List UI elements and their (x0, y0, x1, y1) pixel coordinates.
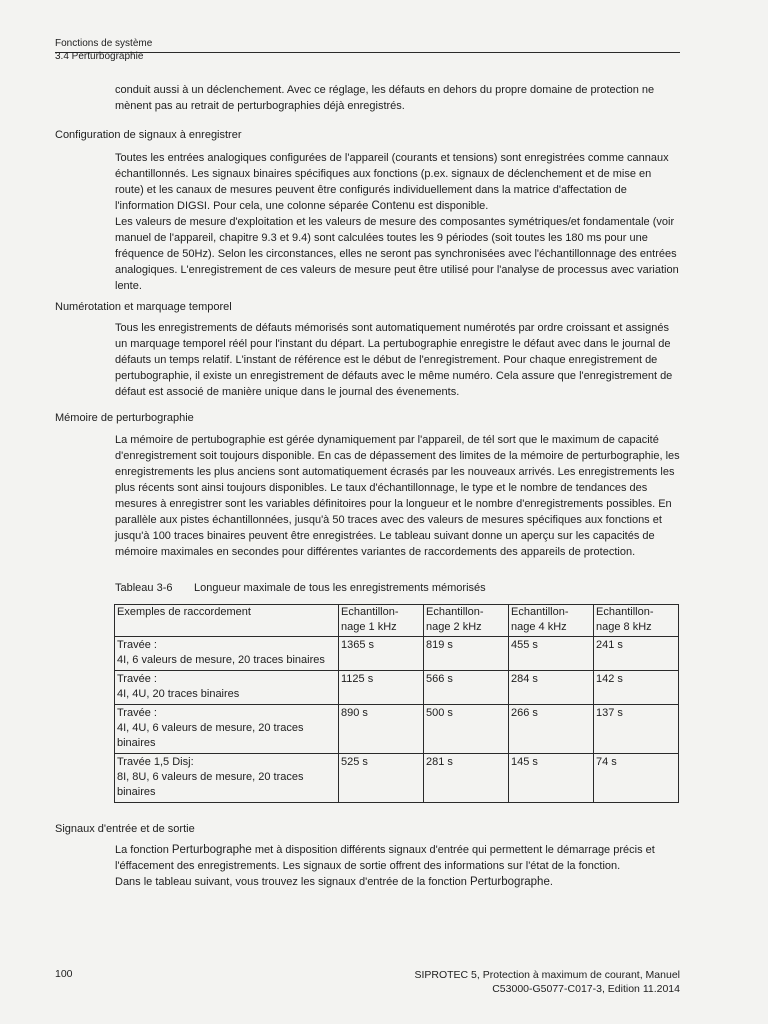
numbering-paragraph-1: Tous les enregistrements de défauts mémorisés sont automatiquement numérotés par ordre croissant et assignés un marquage temporel réél pour l'instant du départ. La pertubographie enregistre le défaut avec dans le journal de défauts un temps relatif. L'instant de référence est le début de l'enregistrement. Pour chaque enregistrement de pertubographie, il existe un enregistrement de défauts avec le même numéro. Cela assure que l'enregistrement de défaut est associé de manière unique dans le journal des évenements. (115, 322, 673, 398)
value-cell: 142 s (594, 671, 679, 705)
header-rule (55, 52, 680, 53)
term-contenu: Contenu (371, 200, 415, 212)
bay-name: Travée : (117, 639, 157, 651)
value-cell: 1125 s (339, 671, 424, 705)
value-cell: 266 s (509, 705, 594, 754)
bay-detail: 4I, 4U, 20 traces binaires (117, 688, 240, 700)
signals-paragraph-2 (115, 874, 681, 890)
header-sampling-1khz: Echantillon-nage 1 kHz (339, 605, 424, 637)
bay-name: Travée : (117, 673, 157, 685)
heading-config: Configuration de signaux à enregistrer (55, 129, 242, 141)
value-cell: 145 s (509, 754, 594, 803)
value-cell: 284 s (509, 671, 594, 705)
table-row (115, 637, 679, 671)
connection-cell (115, 637, 339, 671)
intro-text: conduit aussi à un déclenchement. Avec ce réglage, les défauts en dehors du propre domaine de protection ne mènent pas au retrait de perturbographies déjà enregistrés. (115, 84, 655, 112)
value-cell: 500 s (424, 705, 509, 754)
signals-p1-end: met à disposition différents signaux d'entrée qui permettent le démarrage précis et l'éffacement des enregistrements. Les signaux de sortie offrent des informations sur l'état de la fonction. (115, 844, 655, 872)
value-cell: 566 s (424, 671, 509, 705)
signals-body (115, 842, 681, 890)
value-cell: 819 s (424, 637, 509, 671)
table-row (115, 754, 679, 803)
signals-p2-end: . (549, 876, 553, 888)
value-cell: 890 s (339, 705, 424, 754)
header-sampling-8khz: Echantillon-nage 8 kHz (594, 605, 679, 637)
term-perturbographe: Perturbographe (171, 844, 252, 856)
bay-name: Travée : (117, 707, 157, 719)
footer-doc-id: C53000-G5077-C017-3, Edition 11.2014 (492, 983, 680, 995)
signals-p1-start: La fonction (115, 844, 172, 856)
bay-detail: 4I, 4U, 6 valeurs de mesure, 20 traces binaires (117, 722, 304, 749)
table-header-row (115, 605, 679, 637)
intro-paragraph (115, 82, 681, 114)
footer-product: SIPROTEC 5, Protection à maximum de courant, Manuel (414, 969, 680, 981)
connection-cell (115, 705, 339, 754)
memory-paragraph-1: La mémoire de pertubographie est gérée dynamiquement par l'appareil, de tél sort que le maximum de capacité d'enregistrement soit toujours disponible. En cas de dépassement des limites de la mémoire de perturbographie, les enregistrements les plus anciens sont automatiquement écrasés par les nouveaux arrivés. Les enregistrements les plus récents sont ainsi toujours disponibles. Le taux d'échantillonnage, le type et le nombre de tendances des mesures à enregistrer sont les variables définitoires pour la longueur et le nombre d'enregistrements possibles. En parallèle aux pistes échantillonnées, jusqu'à 50 traces avec des valeurs de mesures spécifiques aux fonctions et jusqu'à 100 traces binaires peuvent être enregistrées. Le tableau suivant donne un aperçu sur les capacités de mémoire maximales en secondes pour différentes variantes de raccordements des appareils de protection. (115, 434, 680, 558)
footer-page-number: 100 (55, 968, 73, 980)
signals-p2-start: Dans le tableau suivant, vous trouvez les signaux d'entrée de la fonction (115, 876, 470, 888)
header-sampling-2khz: Echantillon-nage 2 kHz (424, 605, 509, 637)
term-perturbographe: Perturbographe (469, 876, 550, 888)
header-connection-examples: Exemples de raccordement (115, 605, 339, 637)
connection-cell (115, 671, 339, 705)
config-body (115, 150, 681, 294)
heading-numbering: Numérotation et marquage temporel (55, 301, 232, 313)
config-paragraph-2: Les valeurs de mesure d'exploitation et les valeurs de mesure des composantes symétriques/et fondamentale (voir manuel de l'appareil, chapitre 9.3 et 9.4) sont calculées toutes les 9 périodes (soit toutes les 180 ms pour une fréquence de 50Hz). Selon les circonstances, elles ne seront pas synchronisées avec l'échantillonnage des entrées analogiques. L'enregistrement de ces valeurs de mesure peut être utilisé pour l'analyse de processus avec variation lente. (115, 216, 679, 292)
value-cell: 137 s (594, 705, 679, 754)
memory-body (115, 432, 681, 560)
config-p1-end: est disponible. (414, 200, 489, 212)
header-sampling-4khz: Echantillon-nage 4 kHz (509, 605, 594, 637)
value-cell: 455 s (509, 637, 594, 671)
table-row (115, 671, 679, 705)
value-cell: 74 s (594, 754, 679, 803)
bay-detail: 8I, 8U, 6 valeurs de mesure, 20 traces binaires (117, 771, 304, 798)
footer-info (414, 968, 680, 996)
config-p1-start: Toutes les entrées analogiques configurées de l'appareil (courants et tensions) sont enregistrées comme cannaux échantillonnés. Les signaux binaires spécifiques aux fonctions (p.ex. signaux de déclenchement et de mise en route) et les canaux de mesures peuvent être configurés individuellement dans la matrice d'affectation de l'information DIGSI. Pour cela, une colonne séparée (115, 152, 669, 212)
header-chapter: Fonctions de système (55, 38, 153, 49)
numbering-body (115, 320, 681, 400)
memory-capacity-table (114, 604, 679, 803)
bay-detail: 4I, 6 valeurs de mesure, 20 traces binaires (117, 654, 325, 666)
header-section: 3.4 Perturbographie (55, 51, 144, 62)
table-caption (115, 581, 486, 595)
table-caption-label: Tableau 3-6 (115, 582, 173, 594)
bay-name: Travée 1,5 Disj: (117, 756, 194, 768)
signals-paragraph-1 (115, 842, 681, 874)
value-cell: 525 s (339, 754, 424, 803)
config-paragraph-1 (115, 150, 681, 214)
heading-memory: Mémoire de perturbographie (55, 412, 194, 424)
value-cell: 241 s (594, 637, 679, 671)
connection-cell (115, 754, 339, 803)
table-row (115, 705, 679, 754)
heading-signals: Signaux d'entrée et de sortie (55, 823, 195, 835)
table-caption-title: Longueur maximale de tous les enregistrements mémorisés (194, 582, 486, 594)
value-cell: 281 s (424, 754, 509, 803)
value-cell: 1365 s (339, 637, 424, 671)
